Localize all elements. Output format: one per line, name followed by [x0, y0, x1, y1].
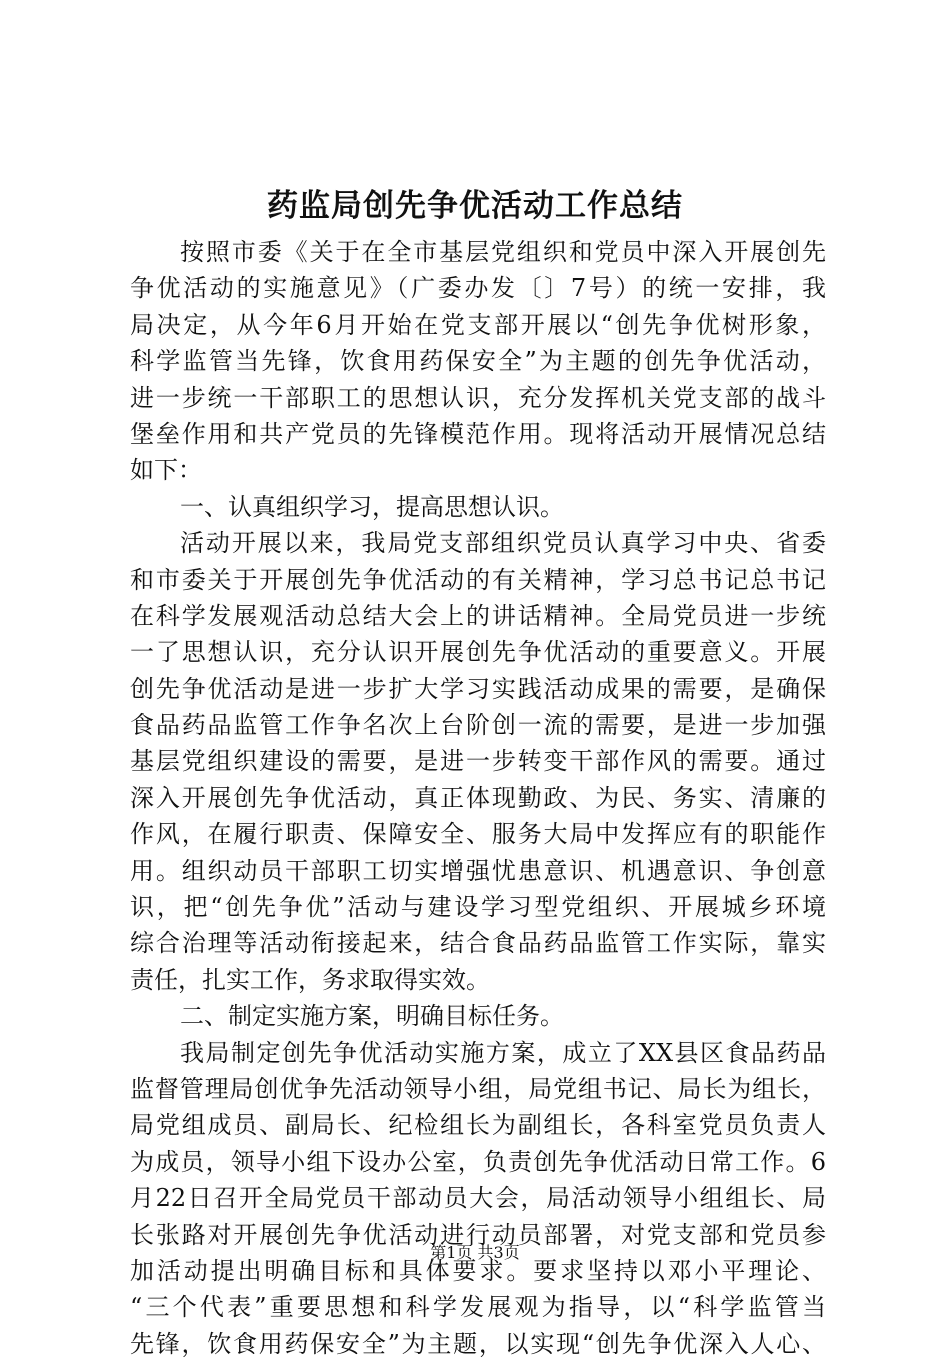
text-line: 局决定，从今年6月开始在党支部开展以“创先争优树形象， — [130, 310, 826, 339]
text-line: 综合治理等活动衔接起来，结合食品药品监管工作实际，靠实 — [130, 929, 826, 958]
text-line: 深入开展创先争优活动，真正体现勤政、为民、务实、清廉的 — [130, 783, 826, 812]
text-line: 月22日召开全局党员干部动员大会，局活动领导小组组长、局 — [130, 1184, 826, 1213]
text-line: 按照市委《关于在全市基层党组织和党员中深入开展创先 — [180, 238, 826, 266]
text-line: 责任，扎实工作，务求取得实效。 — [130, 965, 490, 994]
text-line: 我局制定创先争优活动实施方案，成立了XX县区食品药品 — [180, 1038, 826, 1067]
text-line: 先锋，饮食用药保安全”为主题，以实现“创先争优深入人心、 — [130, 1329, 826, 1358]
text-line: 监督管理局创优争先活动领导小组，局党组书记、局长为组长， — [130, 1074, 826, 1103]
document-body — [130, 234, 826, 1362]
document-title: 药监局创先争优活动工作总结 — [267, 188, 683, 224]
text-line: 局党组成员、副局长、纪检组长为副组长，各科室党员负责人 — [130, 1111, 826, 1140]
text-line: 加活动提出明确目标和具体要求。要求坚持以邓小平理论、 — [130, 1256, 826, 1285]
text-line: 和市委关于开展创先争优活动的有关精神，学习总书记总书记 — [130, 565, 826, 594]
page-number-footer: 第1页 共3页 — [430, 1243, 520, 1262]
text-line: 一了思想认识，充分认识开展创先争优活动的重要意义。开展 — [130, 638, 826, 667]
text-line: 食品药品监管工作争名次上台阶创一流的需要，是进一步加强 — [130, 711, 826, 740]
section-heading: 一、认真组织学习，提高思想认识。 — [180, 492, 564, 521]
section-heading: 二、制定实施方案，明确目标任务。 — [180, 1002, 564, 1031]
text-line: 长张路对开展创先争优活动进行动员部署，对党支部和党员参 — [130, 1220, 826, 1249]
text-line: 堡垒作用和共产党员的先锋模范作用。现将活动开展情况总结 — [130, 419, 826, 448]
text-line: 创先争优活动是进一步扩大学习实践活动成果的需要，是确保 — [130, 674, 826, 703]
text-line: 在科学发展观活动总结大会上的讲话精神。全局党员进一步统 — [130, 601, 826, 630]
text-line: 作风，在履行职责、保障安全、服务大局中发挥应有的职能作 — [130, 820, 826, 849]
text-line: 基层党组织建设的需要，是进一步转变干部作风的需要。通过 — [130, 747, 826, 776]
text-line: 用。组织动员干部职工切实增强忧患意识、机遇意识、争创意 — [130, 856, 826, 885]
text-line: 为成员，领导小组下设办公室，负责创先争优活动日常工作。6 — [130, 1147, 826, 1176]
text-line: 争优活动的实施意见》（广委办发〔〕7号）的统一安排，我 — [130, 274, 826, 303]
text-line: 进一步统一干部职工的思想认识，充分发挥机关党支部的战斗 — [130, 383, 826, 412]
text-line: 科学监管当先锋，饮食用药保安全”为主题的创先争优活动， — [130, 347, 826, 376]
text-line: “三个代表”重要思想和科学发展观为指导，以“科学监管当 — [130, 1293, 826, 1322]
text-line: 活动开展以来，我局党支部组织党员认真学习中央、省委 — [180, 529, 826, 558]
text-line: 识，把“创先争优”活动与建设学习型党组织、开展城乡环境 — [130, 893, 826, 922]
text-line: 如下： — [130, 456, 202, 485]
